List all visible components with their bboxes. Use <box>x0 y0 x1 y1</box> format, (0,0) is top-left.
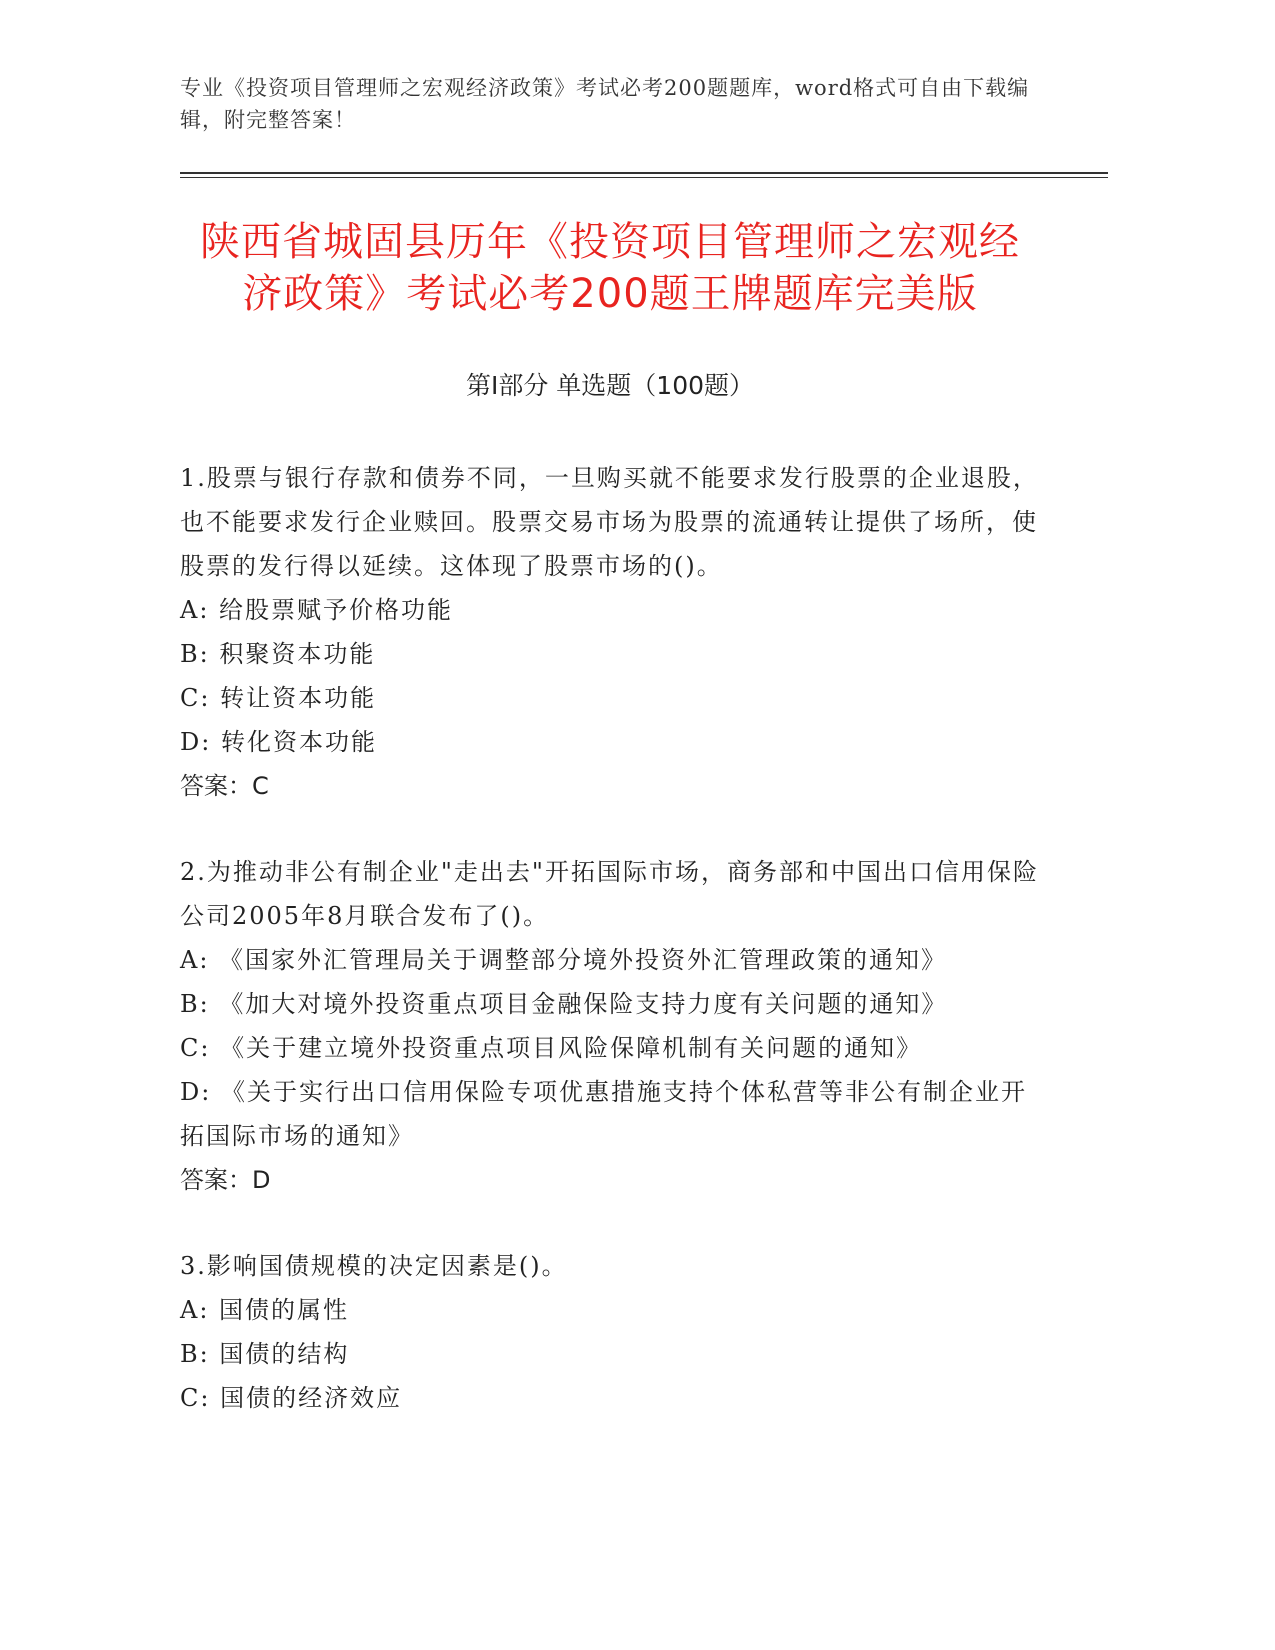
option-a: A: 国债的属性 <box>180 1296 350 1324</box>
option-c: C: 《关于建立境外投资重点项目风险保障机制有关问题的通知》 <box>180 1034 923 1062</box>
option-a: A: 《国家外汇管理局关于调整部分境外投资外汇管理政策的通知》 <box>180 946 948 974</box>
question-stem: 3.影响国债规模的决定因素是()。 <box>180 1252 568 1280</box>
header-note: 专业《投资项目管理师之宏观经济政策》考试必考200题题库，word格式可自由下载编辑，附完整答案！ <box>180 76 1030 132</box>
option-d: D: 《关于实行出口信用保险专项优惠措施支持个体私营等非公有制企业开拓国际市场的通知》 <box>180 1078 1027 1150</box>
answer: 答案：D <box>180 1166 271 1194</box>
question-1 <box>180 456 1040 808</box>
question-stem: 2.为推动非公有制企业"走出去"开拓国际市场，商务部和中国出口信用保险公司2005年8月联合发布了()。 <box>180 858 1039 930</box>
option-d: D: 转化资本功能 <box>180 728 377 756</box>
question-list <box>180 456 1040 1462</box>
header-divider-thick <box>180 172 1108 174</box>
section-heading: 第I部分 单选题（100题） <box>465 371 755 400</box>
answer: 答案：C <box>180 772 269 800</box>
option-b: B: 国债的结构 <box>180 1340 350 1368</box>
option-a: A: 给股票赋予价格功能 <box>180 596 454 624</box>
question-stem: 1.股票与银行存款和债券不同，一旦购买就不能要求发行股票的企业退股，也不能要求发行企业赎回。股票交易市场为股票的流通转让提供了场所，使股票的发行得以延续。这体现了股票市场的()。 <box>180 464 1039 580</box>
option-c: C: 转让资本功能 <box>180 684 377 712</box>
document-title: 陕西省城固县历年《投资项目管理师之宏观经济政策》考试必考200题王牌题库完美版 <box>200 219 1020 317</box>
question-2 <box>180 850 1040 1202</box>
option-b: B: 《加大对境外投资重点项目金融保险支持力度有关问题的通知》 <box>180 990 948 1018</box>
header-divider-thin <box>180 177 1108 178</box>
option-b: B: 积聚资本功能 <box>180 640 376 668</box>
option-c: C: 国债的经济效应 <box>180 1384 403 1412</box>
question-3 <box>180 1244 1040 1420</box>
